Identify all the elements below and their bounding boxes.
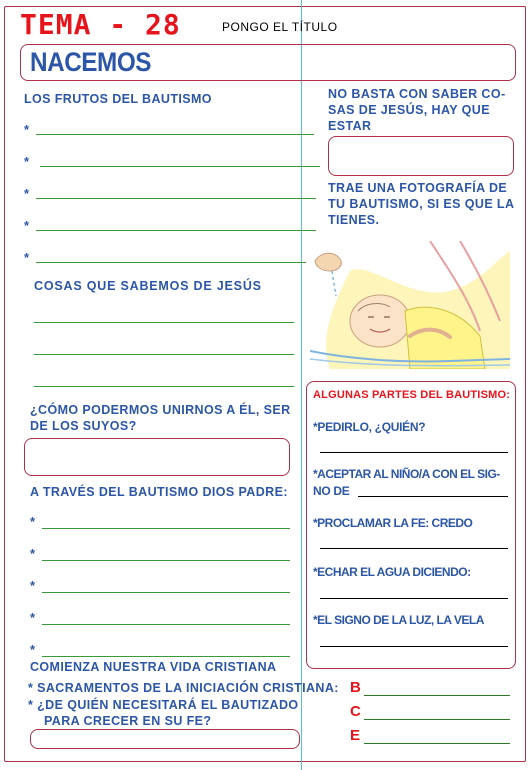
- answer-line[interactable]: [42, 528, 290, 529]
- como-question-line1: ¿CÓMO PODERMOS UNIRNOS A ÉL, SER: [30, 403, 291, 417]
- frutos-heading: LOS FRUTOS DEL BAUTISMO: [24, 92, 212, 106]
- como-answer-box[interactable]: [24, 438, 290, 476]
- nobasta-line1: NO BASTA CON SABER CO-: [328, 87, 506, 101]
- sacramento-letter-c: C: [350, 703, 361, 720]
- answer-line[interactable]: [36, 262, 306, 263]
- estar-answer-box[interactable]: [328, 136, 514, 176]
- column-guide-line: [301, 0, 302, 770]
- cosas-heading: COSAS QUE SABEMOS DE JESÚS: [34, 279, 262, 293]
- answer-line[interactable]: [36, 134, 314, 135]
- sacramento-b-line[interactable]: [364, 695, 510, 696]
- bullet-star: *: [30, 546, 36, 561]
- answer-line[interactable]: [358, 496, 508, 497]
- trae-line1: TRAE UNA FOTOGRAFÍA DE: [328, 181, 508, 195]
- answer-line[interactable]: [42, 560, 290, 561]
- answer-line[interactable]: [34, 354, 294, 355]
- quien-question-line2: PARA CRECER EN SU FE?: [44, 714, 212, 728]
- tema-label: TEMA - 28: [20, 8, 181, 41]
- sacramento-c-line[interactable]: [364, 719, 510, 720]
- answer-line[interactable]: [40, 166, 320, 167]
- bullet-star: *: [24, 186, 30, 201]
- baptism-illustration: [310, 241, 510, 369]
- quien-answer-box[interactable]: [30, 729, 300, 749]
- quien-question-line1: * ¿DE QUIÉN NECESITARÁ EL BAUTIZADO: [28, 698, 299, 712]
- parte-proclamar: *PROCLAMAR LA FE: CREDO: [313, 516, 473, 530]
- parte-aceptar-line1: *ACEPTAR AL NIÑO/A CON EL SIG-: [313, 467, 500, 481]
- sacramento-letter-e: E: [350, 727, 361, 744]
- answer-line[interactable]: [42, 624, 290, 625]
- trae-line2: TU BAUTISMO, SI ES QUE LA: [328, 197, 515, 211]
- nobasta-line2: SAS DE JESÚS, HAY QUE: [328, 103, 490, 117]
- answer-line[interactable]: [34, 322, 294, 323]
- title-instruction: PONGO EL TÍTULO: [222, 20, 338, 34]
- bullet-star: *: [30, 610, 36, 625]
- parte-pedirlo: *PEDIRLO, ¿QUIÉN?: [313, 420, 426, 434]
- bullet-star: *: [30, 642, 36, 657]
- nobasta-line3: ESTAR: [328, 119, 372, 133]
- answer-line[interactable]: [320, 646, 508, 647]
- answer-line[interactable]: [320, 598, 508, 599]
- answer-line[interactable]: [36, 198, 316, 199]
- sacramento-letter-b: B: [350, 679, 361, 696]
- page-title: NACEMOS: [30, 47, 152, 77]
- answer-line[interactable]: [320, 548, 508, 549]
- parte-echar-agua: *ECHAR EL AGUA DICIENDO:: [313, 565, 471, 579]
- bullet-star: *: [30, 578, 36, 593]
- answer-line[interactable]: [36, 230, 316, 231]
- partes-heading: ALGUNAS PARTES DEL BAUTISMO:: [313, 389, 511, 401]
- como-question-line2: DE LOS SUYOS?: [30, 419, 137, 433]
- sacramentos-line: * SACRAMENTOS DE LA INICIACIÓN CRISTIANA:: [28, 681, 339, 695]
- answer-line[interactable]: [320, 452, 508, 453]
- bullet-star: *: [30, 514, 36, 529]
- bullet-star: *: [24, 122, 30, 137]
- sacramento-e-line[interactable]: [364, 743, 510, 744]
- parte-aceptar-line2: NO DE: [313, 484, 350, 498]
- bullet-star: *: [24, 154, 30, 169]
- atraves-heading: A TRAVÉS DEL BAUTISMO DIOS PADRE:: [30, 485, 288, 499]
- comienza-heading: COMIENZA NUESTRA VIDA CRISTIANA: [30, 660, 277, 674]
- bullet-star: *: [24, 250, 30, 265]
- answer-line[interactable]: [34, 386, 294, 387]
- answer-line[interactable]: [42, 592, 290, 593]
- trae-line3: TIENES.: [328, 213, 380, 227]
- parte-luz-vela: *EL SIGNO DE LA LUZ, LA VELA: [313, 613, 484, 627]
- answer-line[interactable]: [42, 656, 290, 657]
- bullet-star: *: [24, 218, 30, 233]
